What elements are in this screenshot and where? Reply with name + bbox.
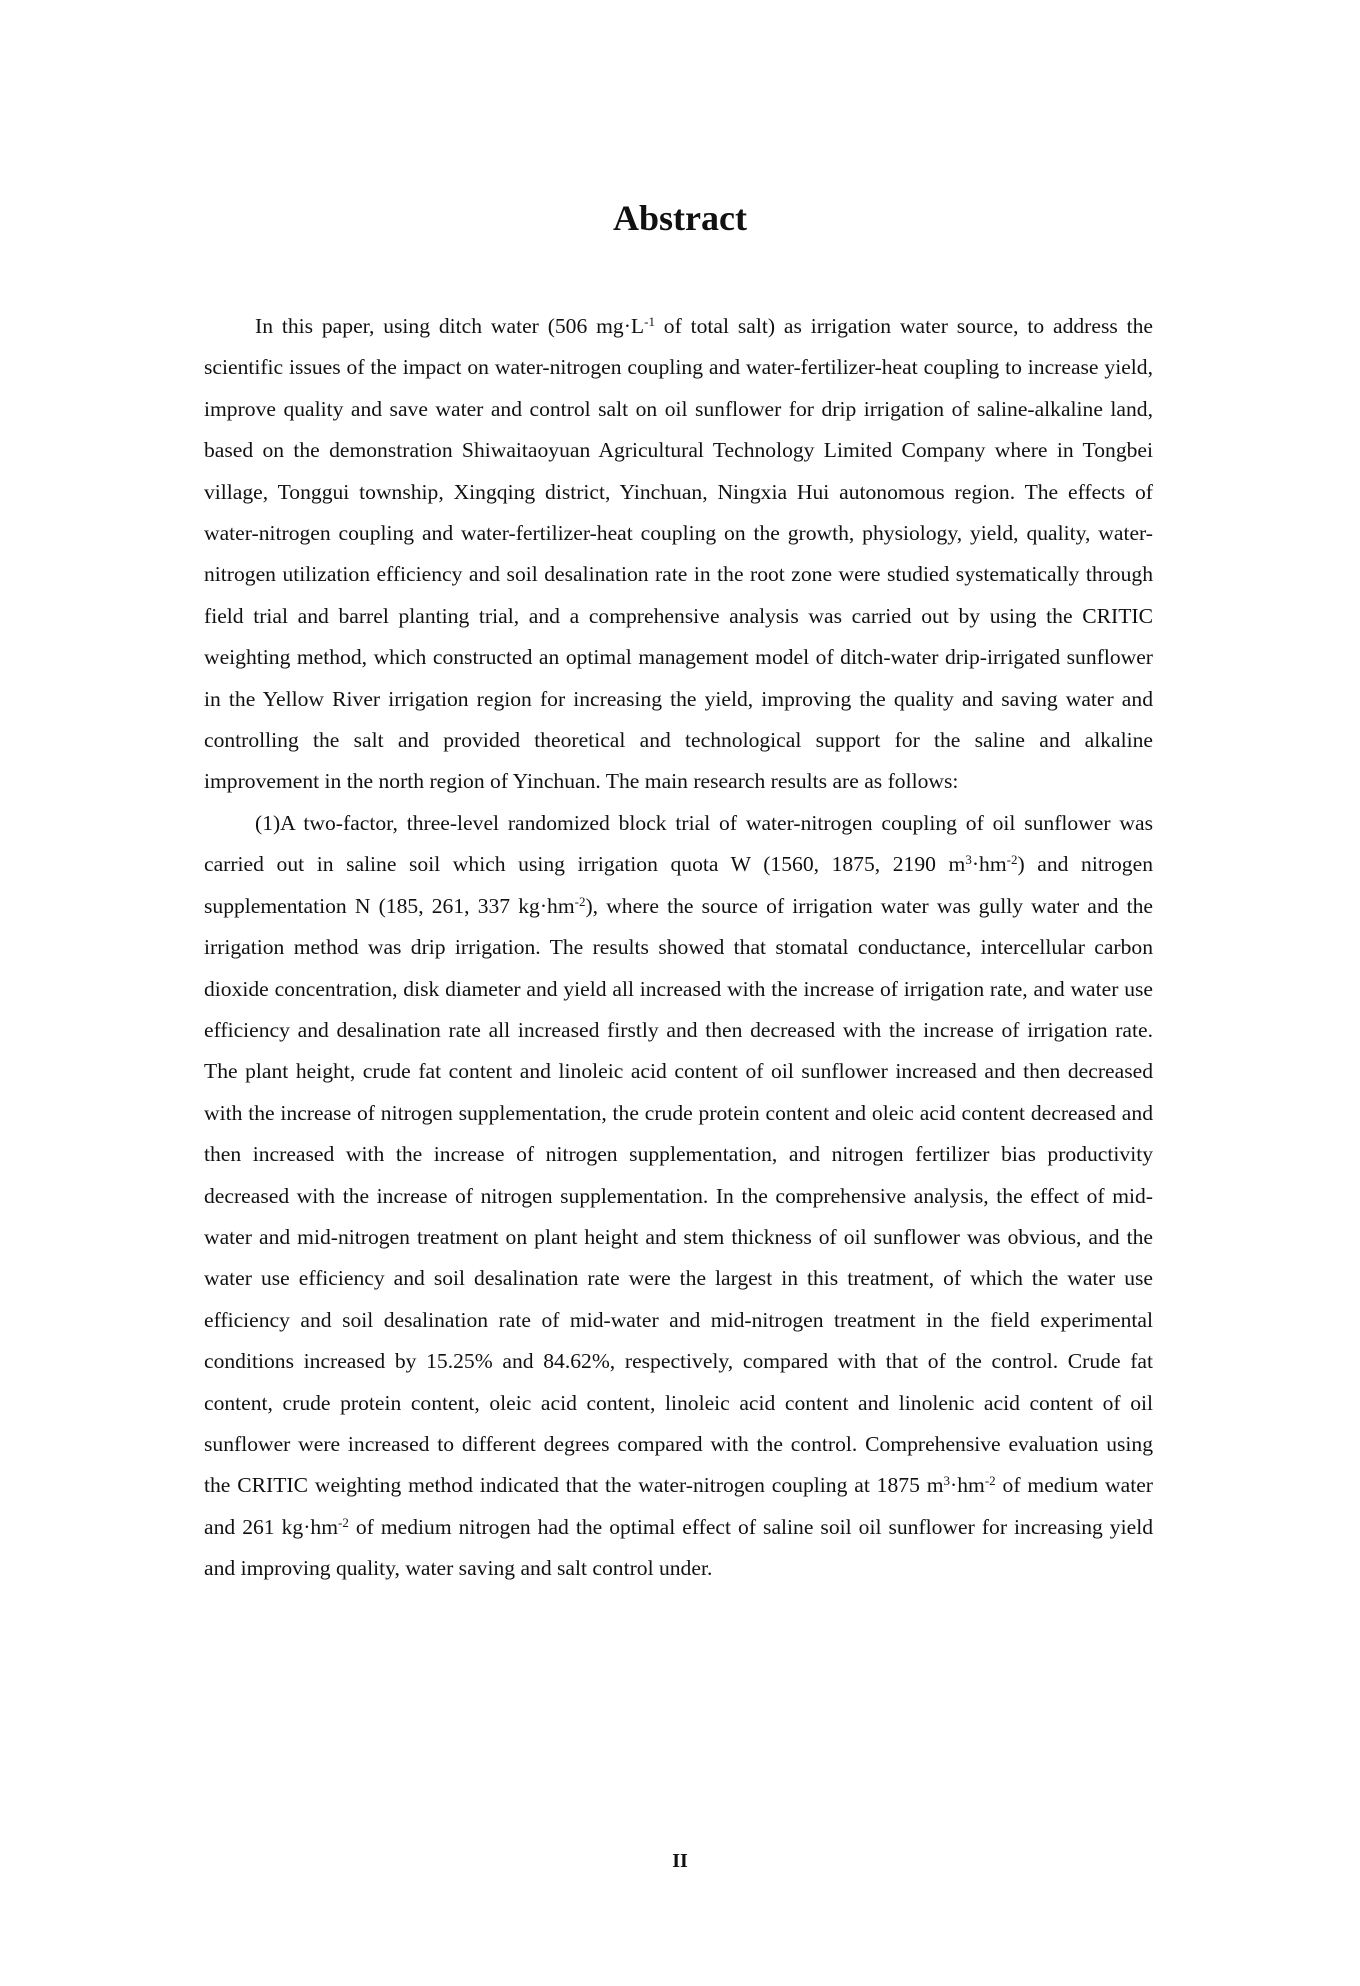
- result-1-text-c: ), where the source of irrigation water was gully water and the irrigation method was drip irrigation. The results showed that stomatal conductance, intercellular carbon dioxide concentration, disk diameter and yield all increased with the increase of irrigation rate, and water use efficiency and desalination rate all increased firstly and then decreased with the increase of irrigation rate. The plant height, crude fat content and linoleic acid content of oil sunflower increased and then decreased with the increase of nitrogen supplementation, the crude protein content and oleic acid content decreased and then increased with the increase of nitrogen supplementation, and nitrogen fertilizer bias productivity decreased with the increase of nitrogen supplementation. In the comprehensive analysis, the effect of mid-water and mid-nitrogen treatment on plant height and stem thickness of oil sunflower was obvious, and the water use efficiency and soil desalination rate were the largest in this treatment, of which the water use efficiency and soil desalination rate of mid-water and mid-nitrogen treatment in the field experimental conditions increased by 15.25% and 84.62%, respectively, compared with that of the control. Crude fat content, crude protein content, oleic acid content, linoleic acid content and linolenic acid content of oil sunflower were increased to different degrees compared with the control. Comprehensive evaluation using the CRITIC weighting method indicated that the water-nitrogen coupling at 1875 m: [204, 893, 1153, 1498]
- result-1-text-a-mid: ·hm: [971, 852, 1007, 877]
- intro-text-b: of total salt) as irrigation water source, to address the scientific issues of the impact on water-nitrogen coupling and water-fertilizer-heat coupling to increase yield, improve quality and save water and control salt on oil sunflower for drip irrigation of saline-alkaline land, based on the demonstration Shiwaitaoyuan Agricultural Technology Limited Company where in Tongbei village, Tonggui township, Xingqing district, Yinchuan, Ningxia Hui autonomous region. The effects of water-nitrogen coupling and water-fertilizer-heat coupling on the growth, physiology, yield, quality, water-nitrogen utilization efficiency and soil desalination rate in the root zone were studied systematically through field trial and barrel planting trial, and a comprehensive analysis was carried out by using the CRITIC weighting method, which constructed an optimal management model of ditch-water drip-irrigated sunflower in the Yellow River irrigation region for increasing the yield, improving the quality and saving water and controlling the salt and provided theoretical and technological support for the saline and alkaline improvement in the north region of Yinchuan. The main research results are as follows:: [204, 314, 1153, 794]
- result-1-text-d: of medium water and 261 kg·hm: [204, 1473, 1153, 1539]
- result-1-sup-c1: 3: [943, 1473, 951, 1489]
- result-1-text-b: ) and nitrogen supplementation N (185, 261, 337 kg·hm: [204, 852, 1153, 918]
- result-1-text-c-mid: ·hm: [950, 1473, 985, 1498]
- intro-paragraph: [204, 306, 1153, 803]
- result-1-text-e: of medium nitrogen had the optimal effect of saline soil oil sunflower for increasing yield and improving quality, water saving and salt control under.: [204, 1514, 1153, 1581]
- page-title: Abstract: [613, 198, 747, 238]
- result-1-paragraph: [204, 803, 1153, 1590]
- result-1-sup-b: -2: [574, 893, 586, 909]
- result-1-sup-c2: -2: [984, 1473, 996, 1489]
- abstract-body: [204, 306, 1153, 1590]
- result-1-sup-d: -2: [338, 1514, 349, 1530]
- result-1-sup-a2: -2: [1006, 852, 1018, 868]
- page-number: II: [672, 1850, 688, 1872]
- result-1-sup-a1: 3: [965, 852, 972, 868]
- intro-sup: -1: [644, 314, 655, 329]
- result-1-text-a: (1)A two-factor, three-level randomized block trial of water-nitrogen coupling of oil sunflower was carried out in saline soil which using irrigation quota W (1560, 1875, 2190 m: [204, 810, 1153, 877]
- intro-text-a: In this paper, using ditch water (506 mg·L: [255, 314, 645, 338]
